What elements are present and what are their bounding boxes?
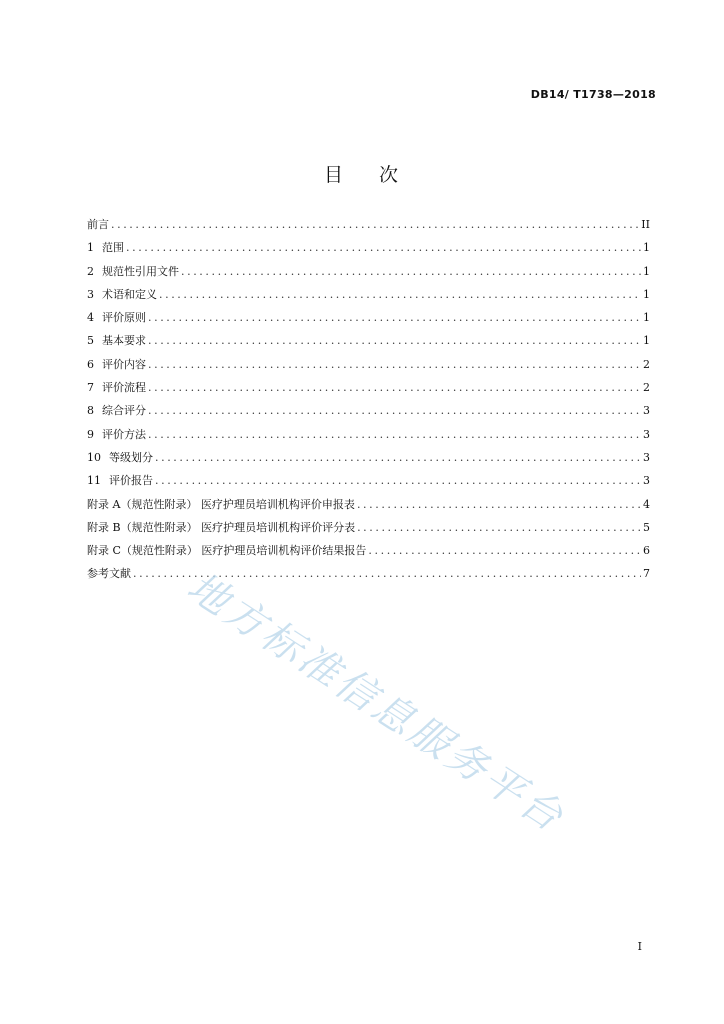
toc-entry-page: 6 bbox=[643, 544, 650, 558]
toc-entry-page: 5 bbox=[643, 520, 650, 534]
toc-entry-number: 10 bbox=[87, 450, 101, 464]
table-of-contents bbox=[87, 216, 650, 589]
toc-leader bbox=[111, 218, 639, 231]
toc-entry-page: 3 bbox=[643, 450, 650, 464]
toc-title bbox=[0, 160, 724, 187]
toc-entry-number: 8 bbox=[87, 404, 94, 418]
toc-entry-number: 2 bbox=[87, 264, 94, 278]
toc-leader bbox=[181, 265, 641, 278]
toc-entry[interactable] bbox=[87, 449, 650, 472]
toc-entry-label: 附录 A（规范性附录） 医疗护理员培训机构评价申报表 bbox=[87, 497, 355, 511]
toc-entry-number: 9 bbox=[87, 427, 94, 441]
toc-entry-number: 6 bbox=[87, 357, 94, 371]
toc-entry-page: 1 bbox=[643, 334, 650, 348]
toc-entry-page: 2 bbox=[643, 357, 650, 371]
page-number: I bbox=[637, 940, 642, 953]
toc-entry[interactable] bbox=[87, 286, 650, 309]
toc-leader bbox=[148, 428, 641, 441]
toc-entry-label: 11 评价报告 bbox=[87, 474, 153, 488]
toc-entry-label: 3 术语和定义 bbox=[87, 287, 157, 301]
toc-entry-page: 2 bbox=[643, 381, 650, 395]
toc-entry-page: 1 bbox=[643, 287, 650, 301]
toc-entry[interactable] bbox=[87, 216, 650, 239]
toc-leader bbox=[148, 404, 641, 417]
toc-entry-number: 11 bbox=[87, 474, 101, 488]
toc-leader bbox=[148, 358, 641, 371]
toc-leader bbox=[357, 521, 641, 534]
toc-entry-number: 4 bbox=[87, 311, 94, 325]
toc-entry-page: II bbox=[641, 218, 650, 231]
toc-entry-page: 4 bbox=[643, 497, 650, 511]
toc-entry-number: 7 bbox=[87, 381, 94, 395]
toc-leader bbox=[148, 311, 641, 324]
toc-entry-label: 附录 B（规范性附录） 医疗护理员培训机构评价评分表 bbox=[87, 520, 356, 534]
document-code: DB14/ T1738—2018 bbox=[530, 88, 656, 101]
toc-entry-label: 前言 bbox=[87, 218, 109, 231]
toc-leader bbox=[148, 334, 641, 347]
toc-entry[interactable] bbox=[87, 565, 650, 588]
toc-entry-label: 9 评价方法 bbox=[87, 427, 146, 441]
toc-entry-label: 4 评价原则 bbox=[87, 311, 146, 325]
toc-entry[interactable] bbox=[87, 542, 650, 565]
toc-entry-number: 5 bbox=[87, 334, 94, 348]
toc-entry-label: 10 等级划分 bbox=[87, 450, 153, 464]
toc-entry[interactable] bbox=[87, 402, 650, 425]
toc-entry[interactable] bbox=[87, 356, 650, 379]
toc-leader bbox=[155, 451, 641, 464]
toc-entry-label: 参考文献 bbox=[87, 567, 131, 581]
toc-title-part1: 目 bbox=[323, 164, 345, 186]
toc-entry[interactable] bbox=[87, 379, 650, 402]
toc-entry[interactable] bbox=[87, 426, 650, 449]
toc-entry-page: 3 bbox=[643, 474, 650, 488]
toc-entry-page: 7 bbox=[643, 567, 650, 581]
toc-title-part2: 次 bbox=[379, 164, 401, 186]
toc-entry-page: 1 bbox=[643, 311, 650, 325]
toc-entry[interactable] bbox=[87, 519, 650, 542]
toc-entry-number: 1 bbox=[87, 241, 94, 255]
toc-entry[interactable] bbox=[87, 309, 650, 332]
toc-entry-page: 1 bbox=[643, 264, 650, 278]
toc-entry-label: 附录 C（规范性附录） 医疗护理员培训机构评价结果报告 bbox=[87, 544, 367, 558]
toc-leader bbox=[368, 544, 641, 557]
toc-entry-page: 1 bbox=[643, 241, 650, 255]
toc-entry-label: 1 范围 bbox=[87, 241, 124, 255]
toc-entry-label: 6 评价内容 bbox=[87, 357, 146, 371]
toc-leader bbox=[148, 381, 641, 394]
toc-entry-label: 7 评价流程 bbox=[87, 381, 146, 395]
toc-entry[interactable] bbox=[87, 472, 650, 495]
toc-entry-page: 3 bbox=[643, 427, 650, 441]
toc-leader bbox=[357, 498, 641, 511]
toc-leader bbox=[155, 474, 641, 487]
toc-leader bbox=[126, 241, 641, 254]
toc-entry-label: 2 规范性引用文件 bbox=[87, 264, 179, 278]
toc-entry-number: 3 bbox=[87, 287, 94, 301]
toc-entry[interactable] bbox=[87, 263, 650, 286]
toc-entry[interactable] bbox=[87, 496, 650, 519]
toc-leader bbox=[159, 288, 641, 301]
watermark: 地方标准信息服务平台 bbox=[179, 563, 574, 843]
toc-entry-label: 5 基本要求 bbox=[87, 334, 146, 348]
toc-entry-page: 3 bbox=[643, 404, 650, 418]
toc-entry[interactable] bbox=[87, 332, 650, 355]
toc-entry-label: 8 综合评分 bbox=[87, 404, 146, 418]
toc-entry[interactable] bbox=[87, 239, 650, 262]
